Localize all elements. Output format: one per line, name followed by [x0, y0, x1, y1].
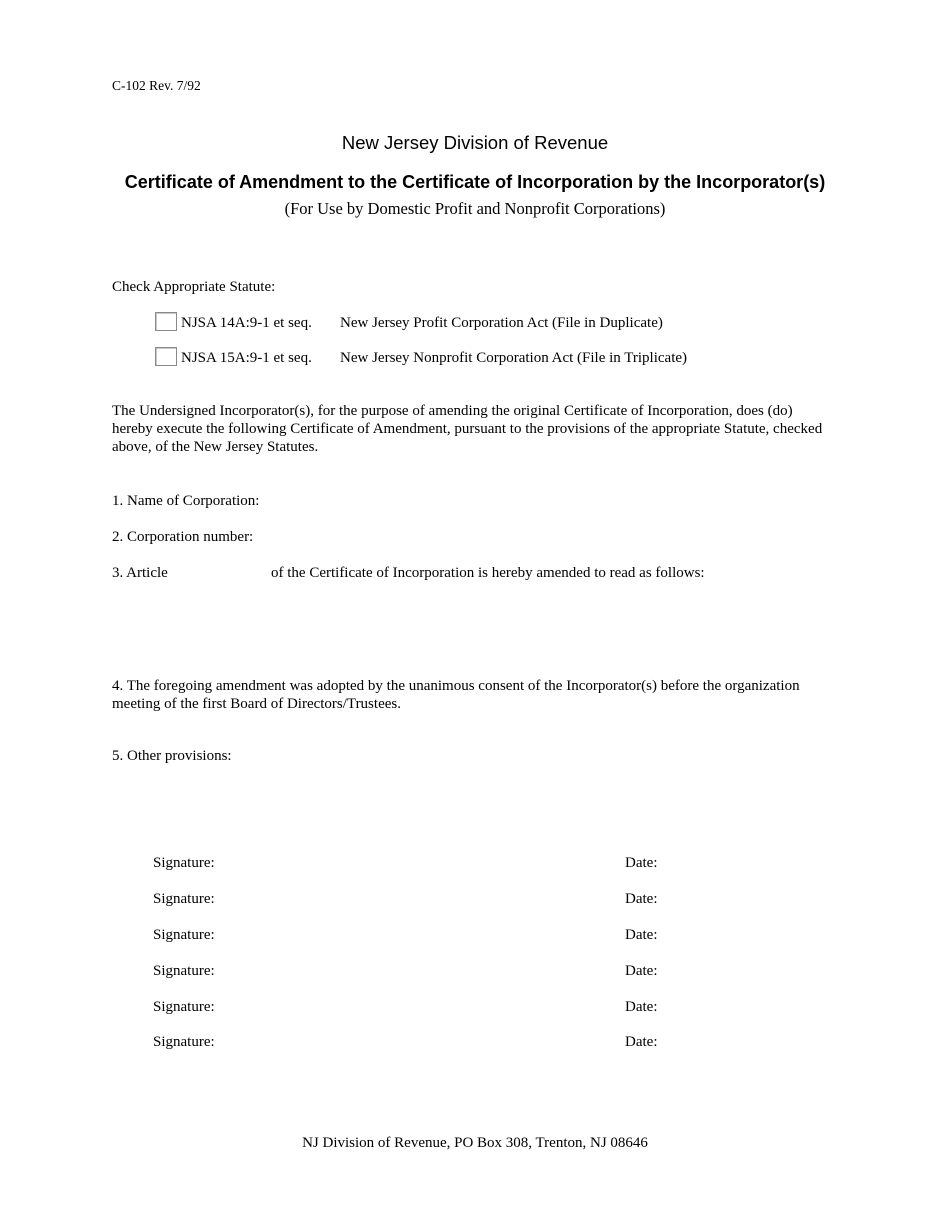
corporation-number-label: 2. Corporation number:	[112, 529, 254, 545]
signature-label: Signature:	[153, 1034, 215, 1050]
date-label: Date:	[625, 1034, 658, 1050]
signature-label: Signature:	[153, 855, 215, 871]
page-subtitle: (For Use by Domestic Profit and Nonprofit Corporations)	[284, 199, 666, 218]
agency-name: New Jersey Division of Revenue	[341, 132, 609, 153]
corporation-name-label: 1. Name of Corporation:	[112, 493, 260, 509]
date-label: Date:	[625, 855, 658, 871]
intro-paragraph: The Undersigned Incorporator(s), for the purpose of amending the original Certificate of Incorporation, does (do) hereby execute the following Certificate of Amendment, pursuant to the provisions of the appropriate Statute, checked above, of the New Jersey Statutes.	[112, 403, 823, 455]
date-label: Date:	[625, 999, 658, 1015]
profit-act-code: NJSA 14A:9-1 et seq.	[181, 315, 312, 331]
footer-address: NJ Division of Revenue, PO Box 308, Trenton, NJ 08646	[302, 1135, 648, 1151]
date-label: Date:	[625, 891, 658, 907]
date-label: Date:	[625, 927, 658, 943]
form-id: C-102 Rev. 7/92	[112, 78, 201, 93]
signature-label: Signature:	[153, 963, 215, 979]
signature-label: Signature:	[153, 999, 215, 1015]
other-provisions-label: 5. Other provisions:	[112, 748, 232, 764]
nonprofit-act-description: New Jersey Nonprofit Corporation Act (File in Triplicate)	[340, 350, 688, 366]
date-label: Date:	[625, 963, 658, 979]
adoption-statement: 4. The foregoing amendment was adopted by the unanimous consent of the Incorporator(s) before the organization meeting of the first Board of Directors/Trustees.	[112, 678, 800, 712]
page-title: Certificate of Amendment to the Certificate of Incorporation by the Incorporator(s)	[124, 172, 826, 192]
signature-label: Signature:	[153, 891, 215, 907]
nonprofit-act-checkbox[interactable]	[155, 347, 177, 366]
profit-act-description: New Jersey Profit Corporation Act (File in Duplicate)	[340, 315, 663, 331]
signature-label: Signature:	[153, 927, 215, 943]
profit-act-checkbox[interactable]	[155, 312, 177, 331]
statute-heading: Check Appropriate Statute:	[112, 279, 276, 295]
article-label: 3. Article	[112, 565, 168, 581]
article-amendment-text: of the Certificate of Incorporation is hereby amended to read as follows:	[271, 565, 705, 581]
nonprofit-act-code: NJSA 15A:9-1 et seq.	[181, 350, 312, 366]
